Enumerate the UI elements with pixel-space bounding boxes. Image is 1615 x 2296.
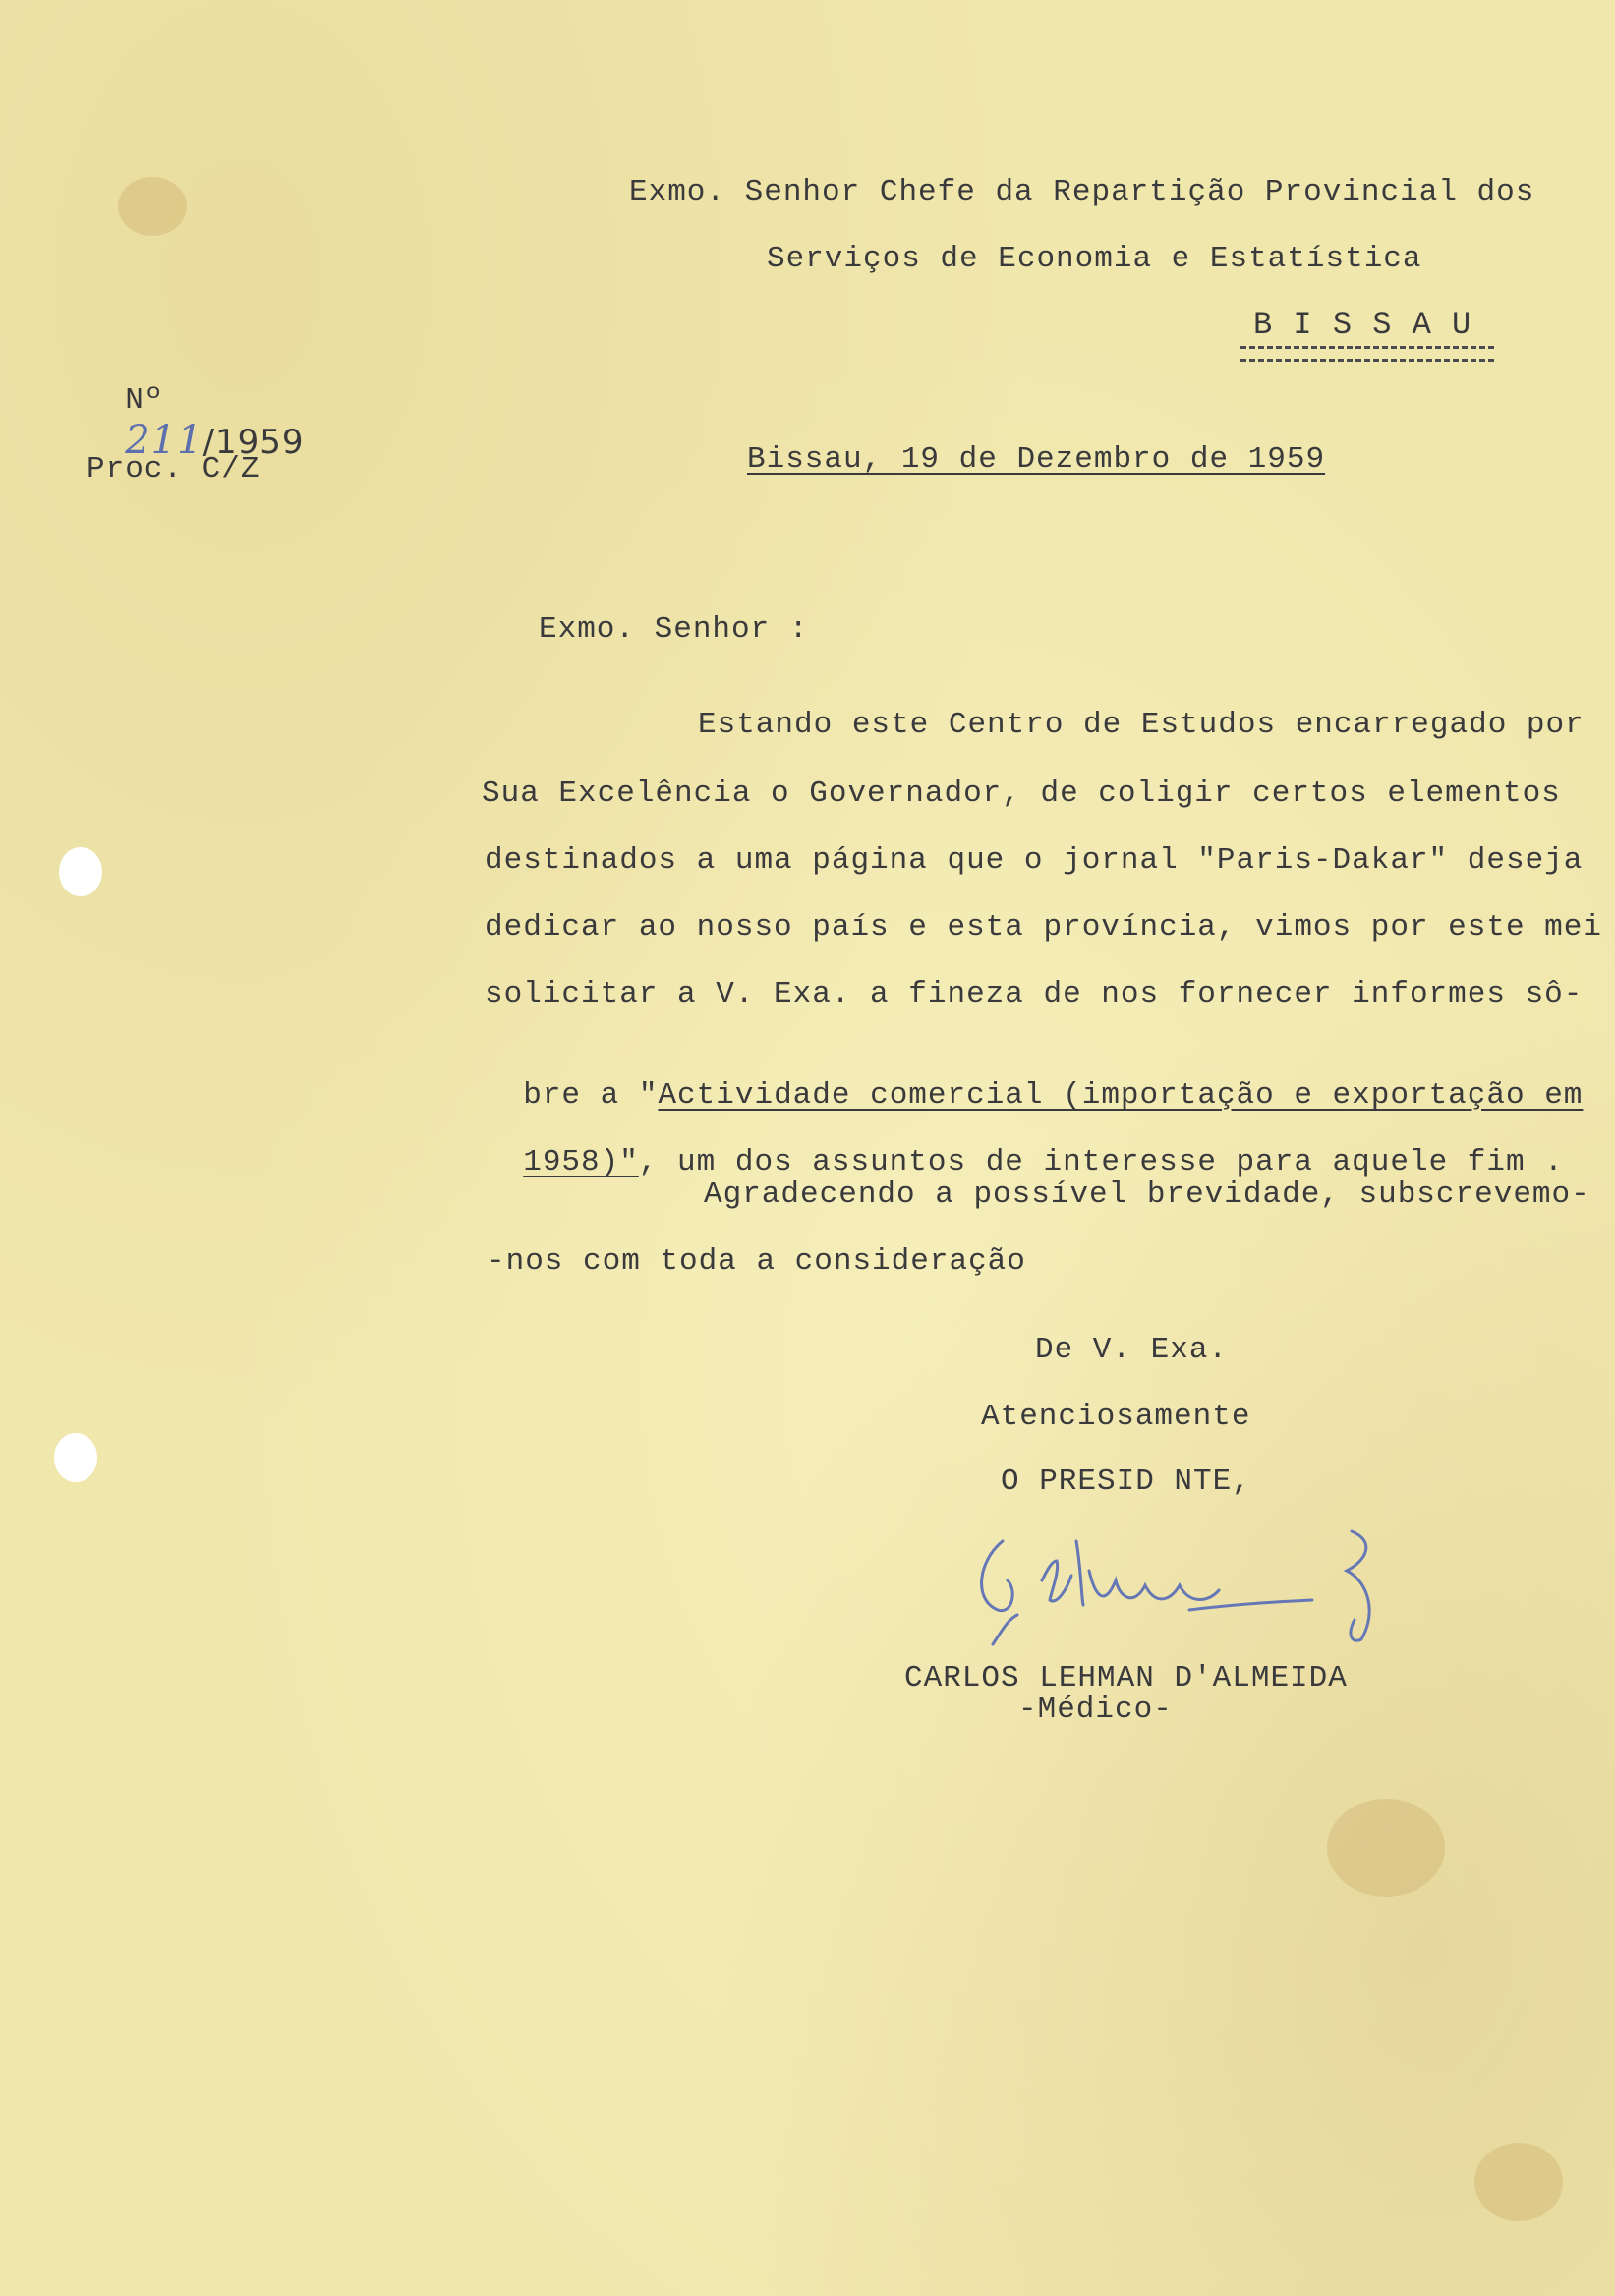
- reference-number-handwritten: 211: [125, 418, 203, 463]
- signature: [973, 1521, 1386, 1649]
- body-line-6-start: bre a ": [523, 1078, 659, 1113]
- salutation: Exmo. Senhor :: [539, 612, 809, 647]
- reference-number-year: /1959: [202, 423, 305, 462]
- signatory-name: CARLOS LEHMAN D'ALMEIDA: [904, 1661, 1348, 1695]
- reference-number: [87, 349, 305, 463]
- stain-spot: [118, 177, 187, 236]
- body-line-7-rest: , um dos assuntos de interesse para aquele fim .: [638, 1145, 1564, 1179]
- body-line-3: destinados a uma página que o jornal "Paris-Dakar" deseja: [485, 843, 1584, 878]
- signatory-title: -Médico-: [1018, 1693, 1173, 1727]
- body-line-9: -nos com toda a consideração: [487, 1244, 1026, 1279]
- body-line-5: solicitar a V. Exa. a fineza de nos fornecer informes sô-: [485, 977, 1584, 1011]
- recipient-city: B I S S A U: [1253, 307, 1472, 343]
- stain-spot: [1327, 1799, 1445, 1897]
- punch-hole: [54, 1433, 97, 1482]
- body-line-7: [485, 1111, 1564, 1179]
- date-line: Bissau, 19 de Dezembro de 1959: [747, 442, 1326, 477]
- closing-line-3: O PRESID NTE,: [1001, 1464, 1251, 1499]
- body-line-4: dedicar ao nosso país e esta província, vimos por este mei: [485, 910, 1602, 945]
- recipient-line-2: Serviços de Economia e Estatística: [767, 242, 1422, 276]
- stain-spot: [1474, 2143, 1563, 2221]
- emphasized-topic-end: 1958)": [523, 1145, 639, 1179]
- closing-line-1: De V. Exa.: [1035, 1333, 1229, 1367]
- body-line-8: Agradecendo a possível brevidade, subscrevemo-: [704, 1177, 1590, 1212]
- reference-number-prefix: Nº: [125, 383, 164, 418]
- body-line-2: Sua Excelência o Governador, de coligir certos elementos: [482, 776, 1561, 811]
- city-underline: [1240, 346, 1494, 362]
- punch-hole: [59, 847, 102, 896]
- emphasized-topic: Actividade comercial (importação e exportação em: [658, 1078, 1584, 1113]
- body-line-6: [485, 1044, 1583, 1113]
- body-line-1: Estando este Centro de Estudos encarregado por: [698, 708, 1585, 742]
- recipient-line-1: Exmo. Senhor Chefe da Repartição Provincial dos: [629, 175, 1535, 209]
- closing-line-2: Atenciosamente: [981, 1400, 1251, 1434]
- process-reference: Proc. C/Z: [87, 452, 260, 487]
